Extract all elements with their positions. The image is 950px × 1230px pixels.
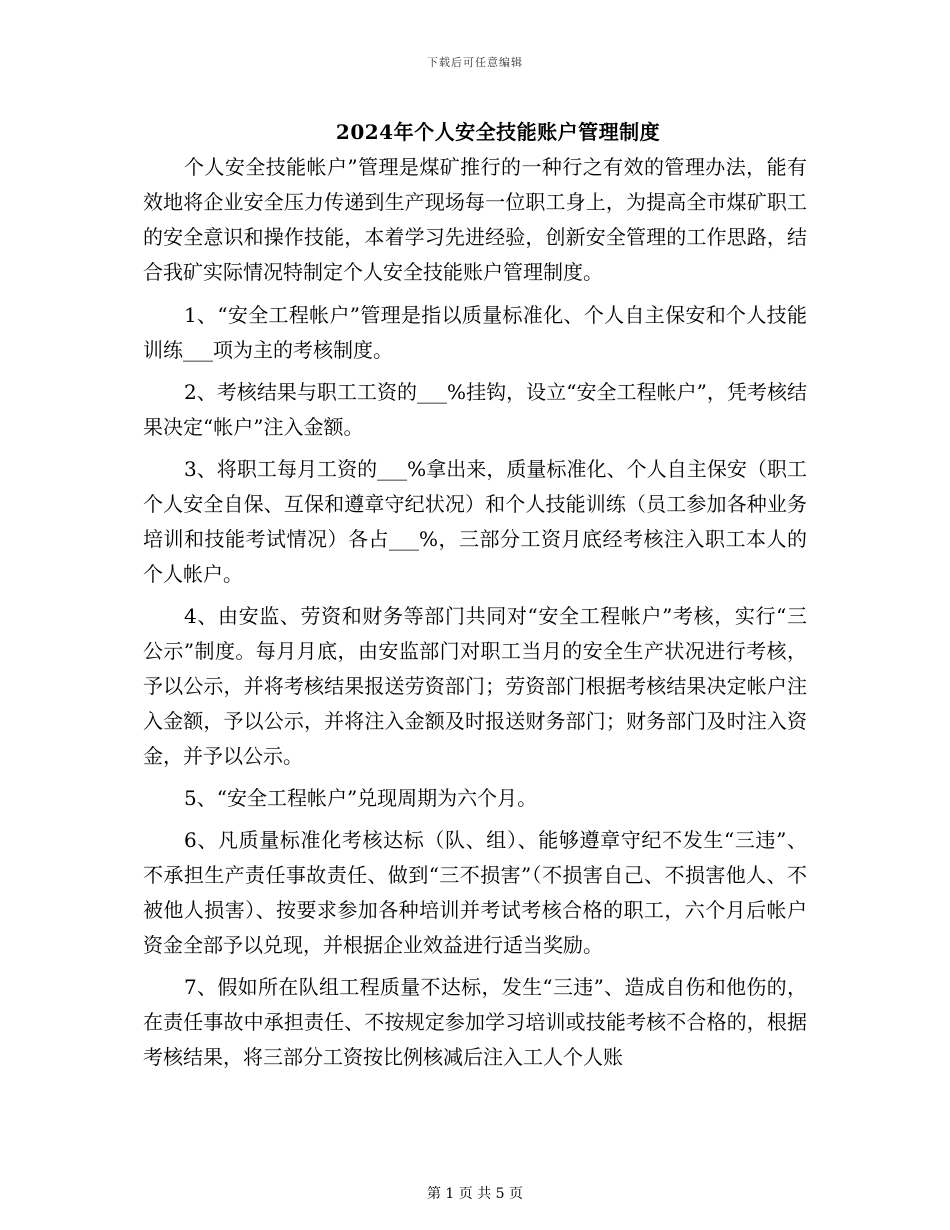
clause-5-paragraph: 5、“安全工程帐户”兑现周期为六个月。 <box>184 786 538 810</box>
page-number-footer: 第 1 页 共 5 页 <box>426 1186 524 1202</box>
clause-4-paragraph: 4、由安监、劳资和财务等部门共同对“安全工程帐户”考核，实行“三公示”制度。每月月底，由安监部门对职工当月的安全生产状况进行考核，予以公示，并将考核结果报送劳资部门；劳资部门根据考核结果决定帐户注入金额，予以公示，并将注入金额及时报送财务部门；财务部门及时注入资金，并予以公示。 <box>143 604 807 768</box>
document-title: 2024年个人安全技能账户管理制度 <box>335 120 661 144</box>
clause-6-paragraph: 6、凡质量标准化考核达标（队、组）、能够遵章守纪不发生“三违”、不承担生产责任事故责任、做到“三不损害”（不损害自己、不损害他人、不被他人损害）、按要求参加各种培训并考试考核合格的职工，六个月后帐户资金全部予以兑现，并根据企业效益进行适当奖励。 <box>143 828 807 957</box>
document-body <box>143 150 807 1082</box>
page-header-note: 下载后可任意编辑 <box>427 56 523 69</box>
clause-2-paragraph: 2、考核结果与职工工资的___%挂钩，设立“安全工程帐户”，凭考核结果决定“帐户”注入金额。 <box>143 380 807 439</box>
clause-3-paragraph: 3、将职工每月工资的___%拿出来，质量标准化、个人自主保安（职工个人安全自保、互保和遵章守纪状况）和个人技能训练（员工参加各种业务培训和技能考试情况）各占___%，三部分工资月底经考核注入职工本人的个人帐户。 <box>143 457 807 586</box>
clause-1-paragraph: 1、“安全工程帐户”管理是指以质量标准化、个人自主保安和个人技能训练___项为主的考核制度。 <box>143 303 807 362</box>
clause-7-paragraph: 7、假如所在队组工程质量不达标，发生“三违”、造成自伤和他伤的，在责任事故中承担责任、不按规定参加学习培训或技能考核不合格的，根据考核结果，将三部分工资按比例核减后注入工人个人账 <box>143 975 807 1069</box>
intro-paragraph: 个人安全技能帐户”管理是煤矿推行的一种行之有效的管理办法，能有效地将企业安全压力传递到生产现场每一位职工身上，为提高全市煤矿职工的安全意识和操作技能，本着学习先进经验，创新安全管理的工作思路，结合我矿实际情况特制定个人安全技能账户管理制度。 <box>143 155 807 284</box>
